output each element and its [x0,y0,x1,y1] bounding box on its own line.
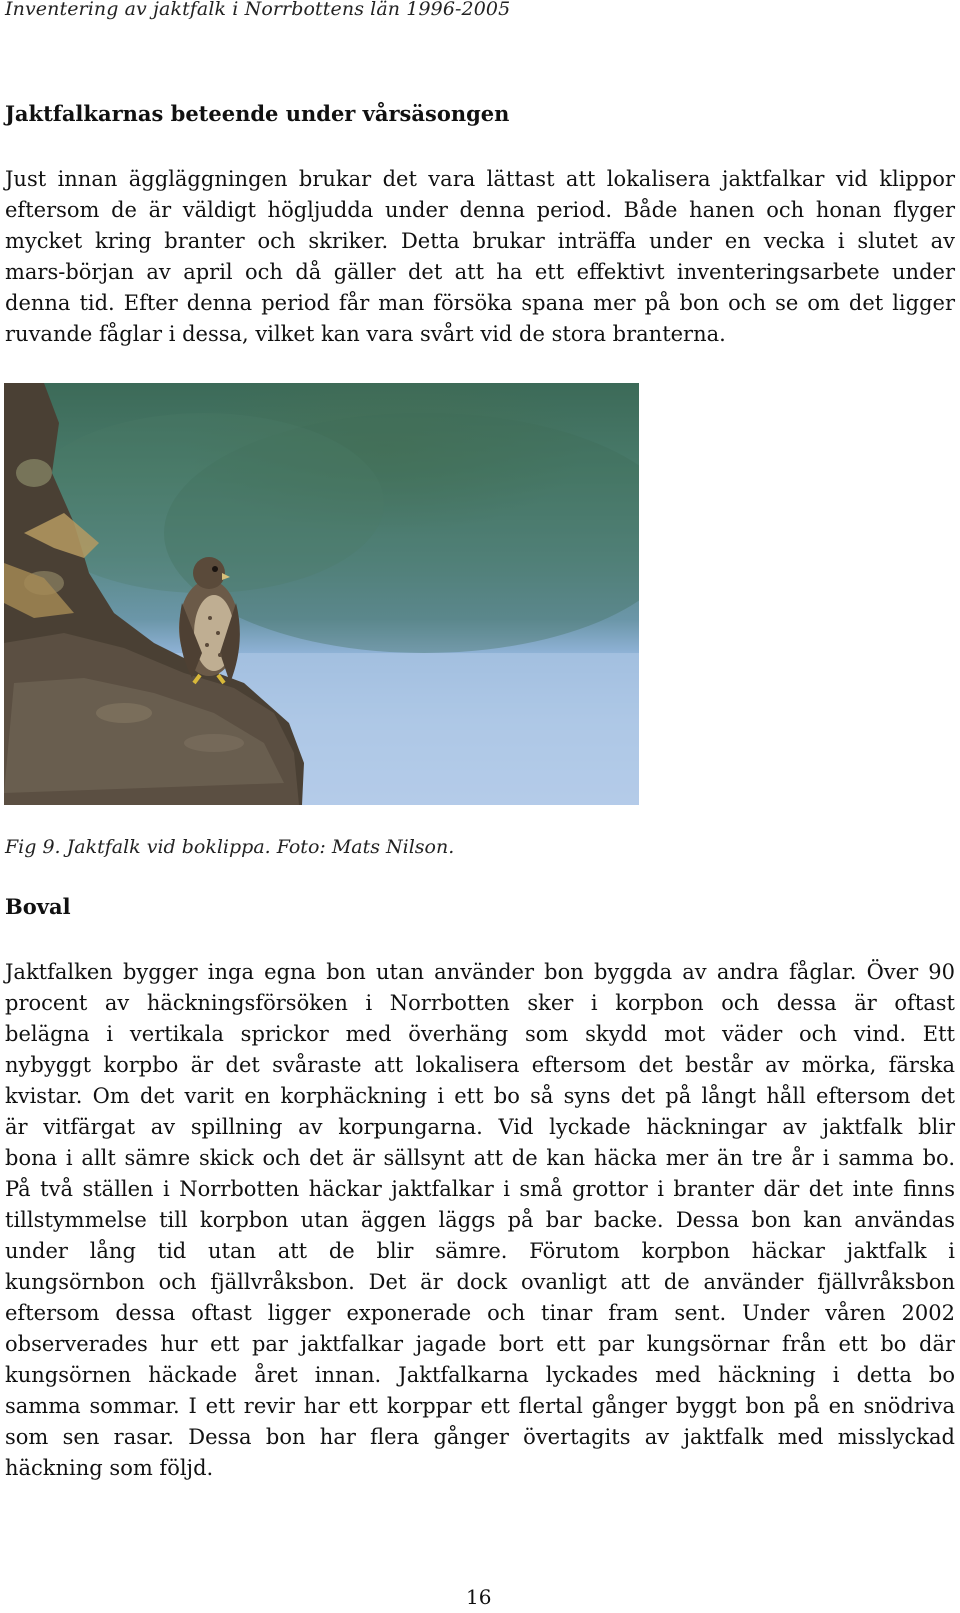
paragraph-line: häckning som följd. [5,1456,214,1480]
paragraph-line: observerades hur ett par jaktfalkar jagade bort ett par kungsörnar från ett bo där [5,1332,955,1356]
paragraph-boval [5,957,955,1484]
paragraph-line: bona i allt sämre skick och det är sällsynt att de kan häcka mer än tre år i samma bo. [5,1146,955,1170]
gyrfalcon-photo [4,383,639,805]
paragraph-line: eftersom dessa oftast ligger exponerade och tinar fram sent. Under våren 2002 [5,1301,955,1325]
section-heading-boval: Boval [5,894,71,919]
paragraph-line: Jaktfalken bygger inga egna bon utan använder bon byggda av andra fåglar. Över 90 [5,960,955,984]
page-number: 16 [466,1585,492,1609]
paragraph-line: procent av häckningsförsöken i Norrbotten sker i korpbon och dessa är oftast [5,991,955,1015]
paragraph-line: eftersom de är väldigt högljudda under denna period. Både hanen och honan flyger [5,198,955,222]
figure-caption: Fig 9. Jaktfalk vid boklippa. Foto: Mats Nilson. [5,836,455,858]
paragraph-line: denna tid. Efter denna period får man försöka spana mer på bon och se om det ligger [5,291,955,315]
paragraph-line: som sen rasar. Dessa bon har flera gånger övertagits av jaktfalk med misslyckad [5,1425,955,1449]
paragraph-line: På två ställen i Norrbotten häckar jaktfalkar i små grottor i branter där det inte finns [5,1177,955,1201]
paragraph-line: är vitfärgat av spillning av korpungarna. Vid lyckade häckningar av jaktfalk blir [5,1115,955,1139]
paragraph-line: mycket kring branter och skriker. Detta brukar inträffa under en vecka i slutet av [5,229,955,253]
paragraph-line: ruvande fåglar i dessa, vilket kan vara svårt vid de stora branterna. [5,322,726,346]
paragraph-line: under lång tid utan att de blir sämre. Förutom korpbon häckar jaktfalk i [5,1239,955,1263]
photo-illustration [4,383,639,805]
section-heading-behaviour: Jaktfalkarnas beteende under vårsäsongen [5,101,510,126]
paragraph-line: samma sommar. I ett revir har ett korppar ett flertal gånger byggt bon på en snödriva [5,1394,955,1418]
paragraph-line: kvistar. Om det varit en korphäckning i ett bo så syns det på långt håll eftersom det [5,1084,955,1108]
paragraph-behaviour [5,164,955,350]
paragraph-line: nybyggt korpbo är det svåraste att lokalisera eftersom det består av mörka, färska [5,1053,955,1077]
paragraph-line: belägna i vertikala sprickor med överhäng som skydd mot väder och vind. Ett [5,1022,955,1046]
running-header: Inventering av jaktfalk i Norrbottens län 1996-2005 [5,0,511,20]
paragraph-line: mars-början av april och då gäller det att ha ett effektivt inventeringsarbete under [5,260,955,284]
paragraph-line: tillstymmelse till korpbon utan äggen läggs på bar backe. Dessa bon kan användas [5,1208,955,1232]
paragraph-line: Just innan äggläggningen brukar det vara lättast att lokalisera jaktfalkar vid klippor [5,167,955,191]
paragraph-line: kungsörnbon och fjällvråksbon. Det är dock ovanligt att de använder fjällvråksbon [5,1270,955,1294]
paragraph-line: kungsörnen häckade året innan. Jaktfalkarna lyckades med häckning i detta bo [5,1363,955,1387]
